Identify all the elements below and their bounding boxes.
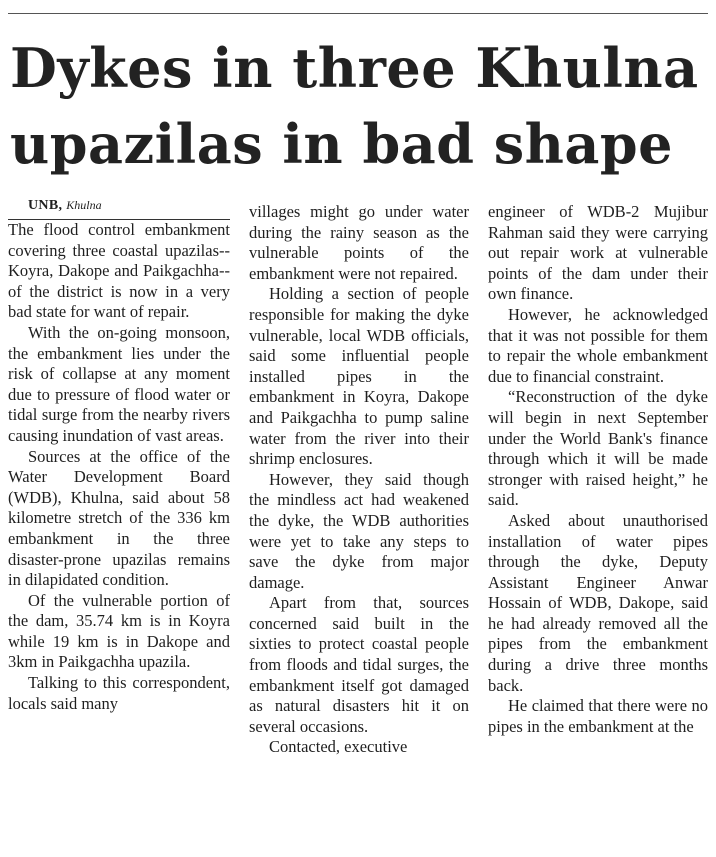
paragraph: He claimed that there were no pipes in the embankment at the <box>488 696 708 736</box>
paragraph: Apart from that, sources concerned said built in the sixties to protect coastal people from floods and tidal surges, the embankment itself got damaged as natural disasters hit it on several occasions. <box>249 593 469 736</box>
paragraph: “Reconstruction of the dyke will begin in next September under the World Bank's finance through which it will be made stronger with raised height,” he said. <box>488 387 708 510</box>
headline-line-2: upazilas in bad shape <box>10 112 674 176</box>
paragraph: engineer of WDB-2 Mujibur Rahman said they were carrying out repair work at vulnerable points of the dam under their own finance. <box>488 202 708 304</box>
paragraph: Contacted, executive <box>269 737 408 757</box>
byline-place: Khulna <box>66 198 102 212</box>
paragraph: However, he acknowledged that it was not possible for them to repair the whole embankment due to financial constraint. <box>488 304 708 386</box>
headline <box>10 30 710 182</box>
byline <box>8 196 230 220</box>
paragraph: Sources at the office of the Water Development Board (WDB), Khulna, said about 58 kilometre stretch of the 336 km embankment in the three disaster-prone upazilas remains in dilapidated condition. <box>8 446 230 590</box>
paragraph: Asked about unauthorised installation of water pipes through the dyke, Deputy Assistant Engineer Anwar Hossain of WDB, Dakope, said he had already removed all the pipes from the embankment during a drive three months back. <box>488 510 708 695</box>
paragraph: The flood control embankment covering three coastal upazilas--Koyra, Dakope and Paikgachha--of the district is now in a very bad state for want of repair. <box>8 220 230 322</box>
paragraph: Holding a section of people responsible for making the dyke vulnerable, local WDB officials, said some influential people installed pipes in the embankment in Koyra, Dakope and Paikgachha to pump saline water from the river into their shrimp enclosures. <box>249 284 469 469</box>
article-column-3 <box>488 202 708 737</box>
article-column-2 <box>249 202 469 758</box>
article-column-1 <box>8 196 230 714</box>
paragraph: villages might go under water during the rainy season as the vulnerable points of the embankment were not repaired. <box>249 202 469 283</box>
paragraph: Talking to this correspondent, locals said many <box>8 673 230 713</box>
top-rule <box>8 13 708 14</box>
paragraph: With the on-going monsoon, the embankment lies under the risk of collapse at any moment due to pressure of flood water or tidal surge from the nearby rivers causing inundation of vast areas. <box>8 322 230 445</box>
headline-line-1: Dykes in three Khulna <box>10 36 699 100</box>
paragraph: However, they said though the mindless act had weakened the dyke, the WDB authorities were yet to take any steps to save the dyke from major damage. <box>249 469 469 592</box>
paragraph: Of the vulnerable portion of the dam, 35.74 km is in Koyra while 19 km is in Dakope and 3km in Paikgachha upazila. <box>8 590 230 672</box>
byline-agency: UNB, <box>28 198 63 213</box>
